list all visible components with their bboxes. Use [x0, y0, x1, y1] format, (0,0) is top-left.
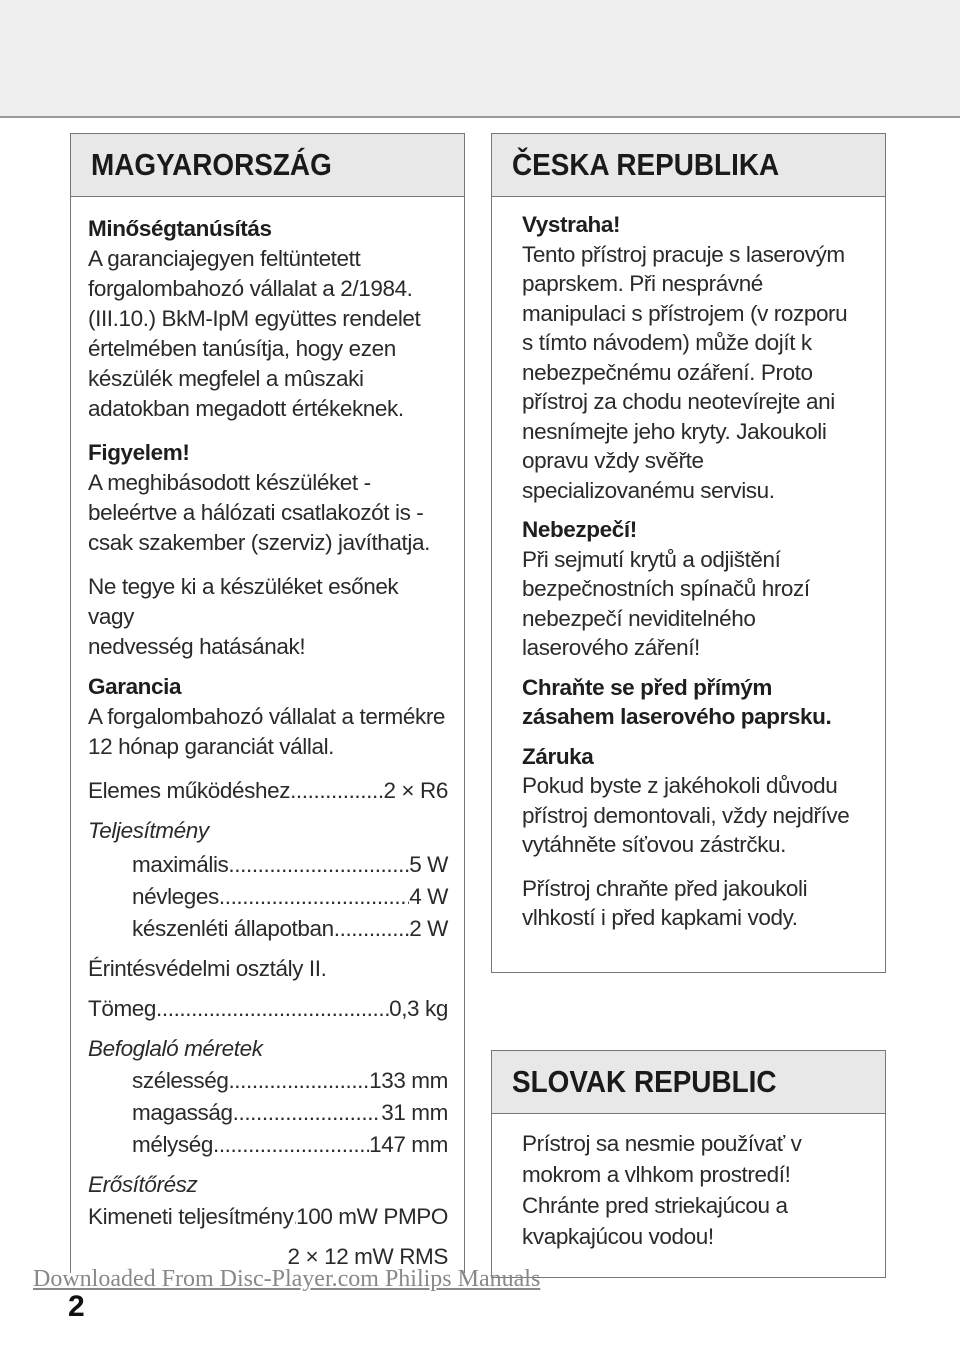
guarantee-line: 12 hónap garanciát vállal.: [88, 734, 335, 759]
cert-line: A garanciajegyen feltüntetett: [88, 246, 361, 271]
slovak-line: mokrom a vlhkom prostredí!: [522, 1162, 791, 1187]
cert-line: forgalombahozó vállalat a 2/1984.: [88, 276, 413, 301]
guarantee-heading: Garancia: [88, 674, 182, 699]
cert-line: adatokban megadott értékeknek.: [88, 396, 404, 421]
czech-title: ČESKA REPUBLIKA: [512, 147, 780, 182]
czech-heading: [491, 133, 886, 197]
dims-spec-width: szélesség ..... 133 mm: [88, 1066, 448, 1096]
czech-danger-line: bezpečnostních spínačů hrozí: [522, 576, 810, 601]
hungary-content: [88, 214, 448, 1272]
amp-output-spec: Kimeneti teljesítmény ..... 100 mW PMPO: [88, 1202, 448, 1232]
power-spec-max: maximális ..... 5 W: [88, 850, 448, 880]
czech-danger-heading: Nebezpečí!: [522, 517, 637, 542]
power-spec-standby: készenléti állapotban ..... 2 W: [88, 914, 448, 944]
top-band: [0, 0, 960, 118]
power-heading: Teljesítmény: [88, 818, 209, 843]
czech-warranty-heading: Záruka: [522, 743, 594, 769]
czech-warning-line: přístroj za chodu neotevírejte ani: [522, 389, 835, 414]
czech-warning-line: paprskem. Při nesprávné: [522, 271, 763, 296]
slovak-line: kvapkajúcou vodou!: [522, 1224, 714, 1249]
czech-warning-line: manipulaci s přístrojem (v rozporu: [522, 300, 848, 326]
czech-warning-heading: Vystraha!: [522, 212, 621, 237]
czech-protect-line: Chraňte se před přímým: [522, 674, 773, 700]
dims-heading: Befoglaló méretek: [88, 1036, 263, 1061]
rain-line: nedvesség hatásának!: [88, 634, 306, 659]
page-number: 2: [68, 1290, 85, 1323]
czech-warning-line: opravu vždy svěřte: [522, 448, 704, 473]
battery-spec: Elemes működéshez ..... 2 × R6: [88, 776, 448, 806]
czech-warranty-line: přístroj demontovali, vždy nejdříve: [522, 802, 850, 828]
weight-spec: Tömeg ..... 0,3 kg: [88, 994, 448, 1024]
protection-class: Érintésvédelmi osztály II.: [88, 956, 327, 981]
cert-line: (III.10.) BkM-IpM együttes rendelet: [88, 306, 421, 331]
guarantee-line: A forgalombahozó vállalat a termékre: [88, 704, 446, 729]
slovak-heading: [491, 1050, 886, 1114]
cert-line: értelmében tanúsítja, hogy ezen: [88, 336, 396, 361]
power-spec-nominal: névleges ..... 4 W: [88, 882, 448, 912]
warning-line: A meghibásodott készüléket -: [88, 470, 371, 495]
rain-line: Ne tegye ki a készüléket esőnek vagy: [88, 574, 399, 629]
warning-heading: Figyelem!: [88, 440, 190, 465]
czech-warranty-line: Pokud byste z jakéhokoli důvodu: [522, 773, 838, 798]
czech-danger-line: Při sejmutí krytů a odjištění: [522, 546, 781, 572]
czech-warning-line: s tímto návodem) může dojít k: [522, 330, 812, 355]
dims-spec-height: magasság ..... 31 mm: [88, 1098, 448, 1128]
cert-heading: Minőségtanúsítás: [88, 216, 272, 241]
warning-line: csak szakember (szerviz) javíthatja.: [88, 530, 430, 555]
czech-moisture-line: Přístroj chraňte před jakoukoli: [522, 875, 808, 901]
czech-warranty-line: vytáhněte síťovou zástrčku.: [522, 832, 787, 857]
czech-warning-line: specializovanému servisu.: [522, 477, 775, 503]
czech-protect-line: zásahem laserového paprsku.: [522, 704, 832, 729]
slovak-line: Prístroj sa nesmie používať v: [522, 1131, 802, 1156]
dims-spec-depth: mélység ..... 147 mm: [88, 1130, 448, 1160]
czech-moisture-line: vlhkostí i před kapkami vody.: [522, 905, 798, 930]
czech-warning-line: nebezpečnému ozáření. Proto: [522, 359, 813, 385]
slovak-line: Chránte pred striekajúcou a: [522, 1193, 788, 1218]
download-source-link[interactable]: Downloaded From Disc-Player.com Philips Manuals: [33, 1266, 541, 1292]
amp-output-rms: 2 × 12 mW RMS: [287, 1244, 448, 1269]
czech-content: [522, 210, 872, 933]
czech-warning-line: Tento přístroj pracuje s laserovým: [522, 241, 845, 267]
amp-heading: Erősítőrész: [88, 1172, 198, 1197]
slovak-title: SLOVAK REPUBLIC: [512, 1064, 777, 1099]
warning-line: beleértve a hálózati csatlakozót is -: [88, 500, 424, 525]
czech-warning-line: nesnímejte jeho kryty. Jakoukoli: [522, 418, 827, 444]
cert-line: készülék megfelel a mûszaki: [88, 366, 364, 391]
slovak-content: [522, 1128, 872, 1252]
hungary-title: MAGYARORSZÁG: [91, 147, 332, 182]
czech-danger-line: laserového záření!: [522, 635, 700, 660]
czech-danger-line: nebezpečí neviditelného: [522, 605, 756, 631]
hungary-heading: [70, 133, 465, 197]
